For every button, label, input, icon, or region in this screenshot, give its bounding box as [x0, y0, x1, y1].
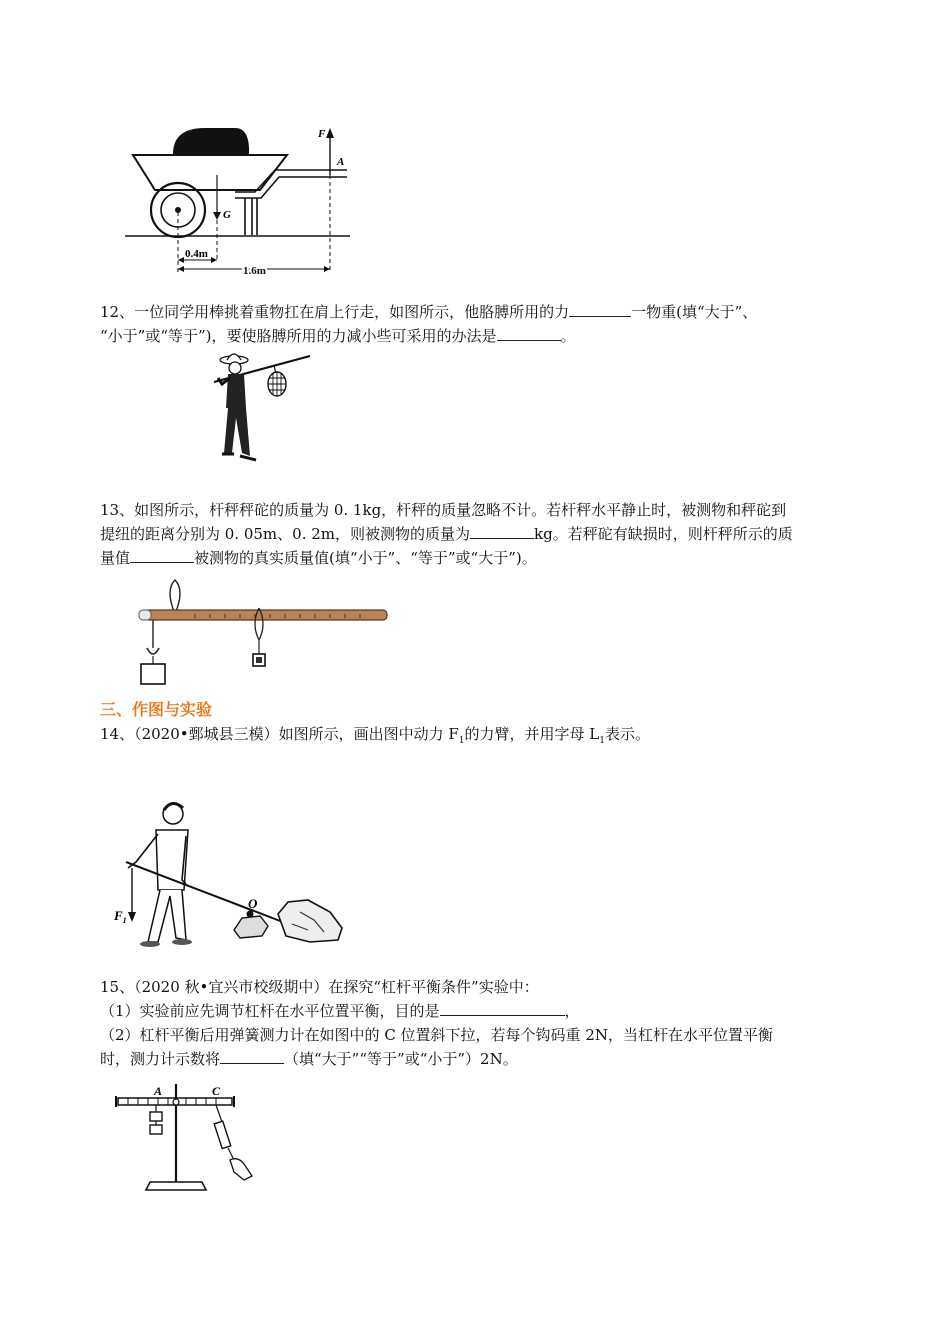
steelyard-figure	[135, 578, 395, 690]
q13-blank-2[interactable]	[130, 546, 194, 563]
q15-blank-1[interactable]	[440, 999, 565, 1016]
force-label: F	[318, 128, 326, 140]
lever-balance-figure	[110, 1080, 260, 1195]
q14-sub-1: 1	[458, 736, 465, 746]
q15-text-1: 15、（2020 秋•宜兴市校级期中）在探究“杠杆平衡条件”实验中：	[100, 978, 539, 996]
q15-blank-2[interactable]	[220, 1047, 284, 1064]
q14-text-c: 表示。	[605, 725, 651, 743]
q15-text-2b: ，	[564, 1002, 580, 1020]
pivot-label: O	[248, 896, 258, 911]
f1-label: $F_1$	[114, 908, 127, 925]
q12-blank-2[interactable]	[497, 324, 561, 341]
person-pole-figure	[210, 348, 320, 466]
q14-text-b: 的力臂，并用字母 L	[464, 725, 600, 743]
q12-text-2b: 。	[560, 327, 576, 345]
section-title: 三、作图与实验	[100, 700, 213, 719]
q15-text-3: （2）杠杆平衡后用弹簧测力计在如图中的 C 位置斜下拉，若每个钩码重 2N，当杠杆在水平位置平衡	[100, 1026, 773, 1044]
q12-blank-1[interactable]	[569, 300, 631, 317]
q13-text-2a: 提纽的距离分别为 0. 05m、0. 2m，则被测物的质量为	[100, 525, 471, 543]
q13-text-1: 13、如图所示，杆秤秤砣的质量为 0. 1kg，杆秤的质量忽略不计。若杆秤水平静止时，被测物和秤砣到	[100, 501, 787, 519]
point-a-label: A	[154, 1084, 163, 1098]
q15-text-4a: 时，测力计示数将	[100, 1050, 221, 1068]
short-distance-label: 0.4m	[185, 248, 208, 260]
q12-text-2a: “小于”或“等于”)，要使胳膊所用的力减小些可采用的办法是	[100, 327, 497, 345]
q15-text-4b: （填“大于”“等于”或“小于”）2N。	[284, 1050, 518, 1068]
q13-text-2b: kg。若秤砣有缺损时，则杆秤所示的质	[534, 525, 793, 543]
question-13	[100, 498, 855, 570]
q12-text-1a: 12、一位同学用棒挑着重物扛在肩上行走，如图所示，他胳膊所用的力	[100, 303, 570, 321]
wheelbarrow-figure	[125, 120, 355, 280]
q15-text-2a: （1）实验前应先调节杠杆在水平位置平衡，目的是	[100, 1002, 440, 1020]
q14-text-a: 14、（2020•鄄城县三模）如图所示，画出图中动力 F	[100, 725, 459, 743]
gravity-label: G	[223, 209, 231, 221]
question-15	[100, 975, 855, 1071]
q12-text-1b: 一物重(填“大于”、	[631, 303, 758, 321]
long-distance-label: 1.6m	[243, 265, 266, 277]
q13-blank-1[interactable]	[470, 522, 534, 539]
q13-text-3b: 被测物的真实质量值(填“小于”、“等于”或“大于”)。	[194, 549, 537, 567]
q14-sub-2: 1	[599, 736, 605, 746]
lever-rock-figure	[110, 800, 350, 950]
point-a-label: A	[337, 156, 345, 168]
question-12	[100, 300, 855, 348]
question-14	[100, 722, 855, 753]
point-c-label: C	[212, 1084, 221, 1098]
q13-text-3a: 量值	[100, 549, 131, 567]
